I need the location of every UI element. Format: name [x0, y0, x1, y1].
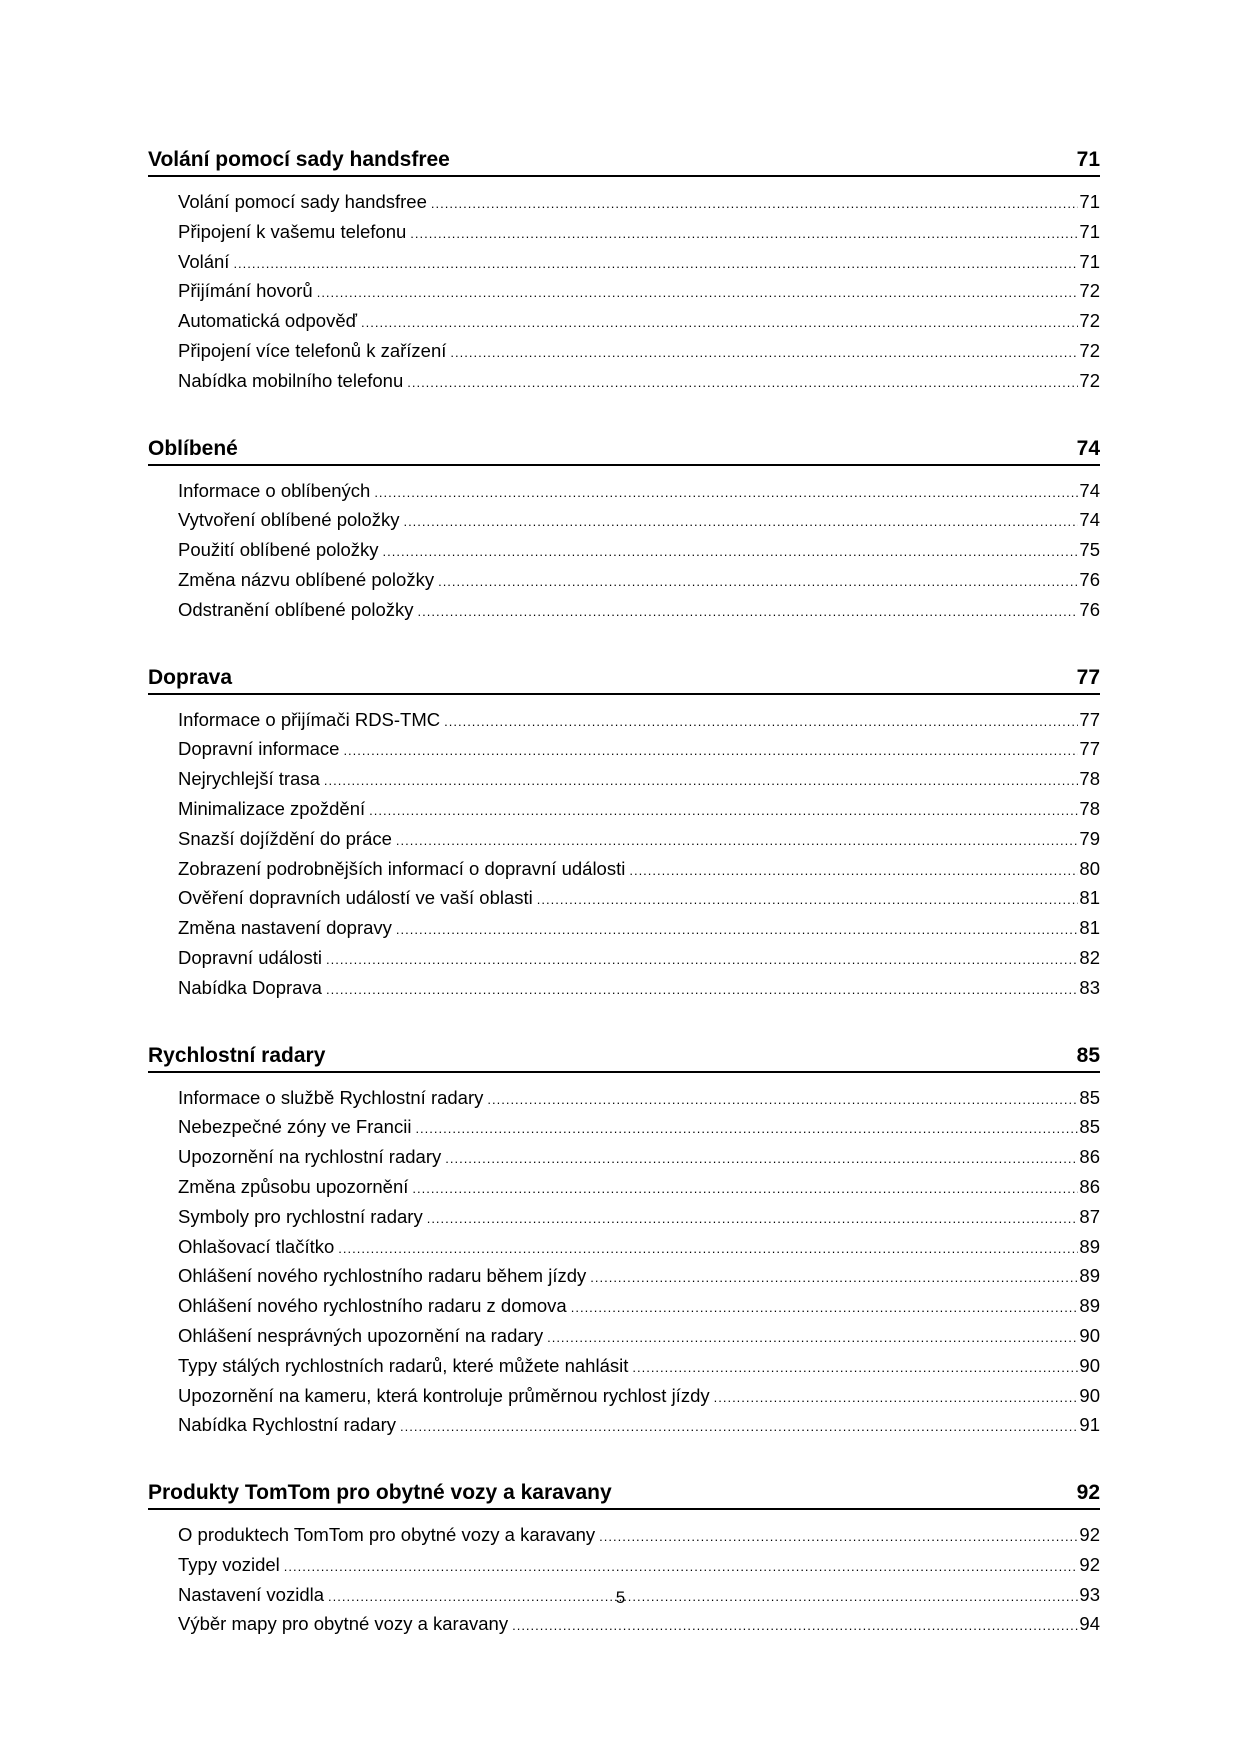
entry-page-number: 85: [1079, 1086, 1100, 1108]
dot-leader: [599, 1523, 1078, 1551]
entry-title: Odstranění oblíbené položky: [178, 598, 414, 620]
toc-entry[interactable]: [148, 1382, 1100, 1412]
entry-title: Změna nastavení dopravy: [178, 917, 392, 939]
toc-entry[interactable]: [148, 1143, 1100, 1173]
entry-page-number: 89: [1079, 1235, 1100, 1257]
section-page-number: 92: [1076, 1481, 1100, 1505]
section-heading[interactable]: [148, 1479, 1100, 1510]
dot-leader: [415, 1115, 1078, 1143]
section-title: Rychlostní radary: [148, 1043, 326, 1067]
toc-section: [148, 1042, 1100, 1442]
section-page-number: 85: [1076, 1043, 1100, 1067]
toc-section: [148, 146, 1100, 397]
entry-title: O produktech TomTom pro obytné vozy a karavany: [178, 1524, 596, 1546]
toc-entry[interactable]: [148, 825, 1100, 855]
section-title: Volání pomocí sady handsfree: [148, 148, 450, 171]
dot-leader: [412, 1175, 1078, 1203]
dot-leader: [407, 369, 1078, 397]
entry-page-number: 87: [1079, 1205, 1100, 1227]
toc-entry[interactable]: [148, 1262, 1100, 1292]
entry-title: Upozornění na kameru, která kontroluje průměrnou rychlost jízdy: [178, 1384, 710, 1406]
dot-leader: [396, 827, 1079, 855]
entry-page-number: 76: [1079, 598, 1100, 620]
entry-page-number: 89: [1079, 1265, 1100, 1287]
section-title: Produkty TomTom pro obytné vozy a karavany: [148, 1481, 612, 1505]
dot-leader: [431, 190, 1079, 218]
section-title: Oblíbené: [148, 436, 238, 460]
entry-title: Dopravní informace: [178, 738, 340, 760]
entry-title: Informace o přijímači RDS-TMC: [178, 708, 441, 730]
toc-entry[interactable]: [148, 506, 1100, 536]
dot-leader: [537, 886, 1079, 914]
entry-title: Informace o službě Rychlostní radary: [178, 1086, 484, 1108]
section-heading[interactable]: [148, 664, 1100, 695]
toc-section: [148, 664, 1100, 1004]
dot-leader: [361, 309, 1078, 337]
entry-title: Přijímání hovorů: [178, 280, 313, 302]
toc-entry[interactable]: [148, 337, 1100, 367]
entry-page-number: 74: [1079, 479, 1100, 501]
entry-page-number: 74: [1079, 509, 1100, 531]
toc-entry[interactable]: [148, 974, 1100, 1004]
toc-entry[interactable]: [148, 307, 1100, 337]
dot-leader: [343, 737, 1078, 765]
entry-page-number: 90: [1079, 1384, 1100, 1406]
entry-title: Vytvoření oblíbené položky: [178, 509, 400, 531]
entry-title: Připojení více telefonů k zařízení: [178, 339, 447, 361]
dot-leader: [326, 946, 1078, 974]
toc-entry[interactable]: [148, 566, 1100, 596]
entry-page-number: 86: [1079, 1146, 1100, 1168]
toc-entry[interactable]: [148, 706, 1100, 736]
toc-entry[interactable]: [148, 914, 1100, 944]
entry-page-number: 92: [1079, 1524, 1100, 1546]
dot-leader: [403, 508, 1078, 536]
toc-section: [148, 435, 1100, 626]
entry-page-number: 81: [1079, 887, 1100, 909]
toc-section: [148, 1479, 1100, 1640]
toc-entry[interactable]: [148, 188, 1100, 218]
toc-entry[interactable]: [148, 248, 1100, 278]
entry-title: Nabídka Rychlostní radary: [178, 1414, 396, 1436]
entry-title: Informace o oblíbených: [178, 479, 371, 501]
table-of-contents: [148, 146, 1100, 1678]
dot-leader: [326, 976, 1078, 1004]
dot-leader: [632, 1354, 1078, 1382]
dot-leader: [383, 538, 1079, 566]
entry-page-number: 72: [1079, 339, 1100, 361]
dot-leader: [450, 339, 1078, 367]
dot-leader: [369, 797, 1078, 825]
entry-page-number: 71: [1079, 220, 1100, 242]
toc-entry[interactable]: [148, 596, 1100, 626]
dot-leader: [317, 279, 1079, 307]
toc-entry[interactable]: [148, 1233, 1100, 1263]
entry-page-number: 78: [1079, 768, 1100, 790]
entry-title: Nastavení vozidla: [178, 1583, 325, 1605]
toc-entry[interactable]: [148, 795, 1100, 825]
entry-title: Automatická odpověď: [178, 310, 358, 332]
entry-page-number: 76: [1079, 568, 1100, 590]
entry-page-number: 89: [1079, 1295, 1100, 1317]
toc-entry[interactable]: [148, 1292, 1100, 1322]
toc-entry[interactable]: [148, 477, 1100, 507]
page-number: 5: [615, 1588, 626, 1607]
entry-title: Ověření dopravních událostí ve vaší oblasti: [178, 887, 533, 909]
entry-page-number: 80: [1079, 857, 1100, 879]
toc-entry[interactable]: [148, 1551, 1100, 1581]
entry-title: Připojení k vašemu telefonu: [178, 220, 407, 242]
entry-page-number: 78: [1079, 797, 1100, 819]
entry-title: Symboly pro rychlostní radary: [178, 1205, 423, 1227]
entry-page-number: 83: [1079, 976, 1100, 998]
entry-page-number: 77: [1079, 708, 1100, 730]
dot-leader: [445, 1145, 1078, 1173]
entry-title: Ohlašovací tlačítko: [178, 1235, 335, 1257]
dot-leader: [629, 857, 1078, 885]
entry-title: Minimalizace zpoždění: [178, 797, 366, 819]
dot-leader: [438, 568, 1078, 596]
toc-entry[interactable]: [148, 1411, 1100, 1441]
section-heading[interactable]: [148, 435, 1100, 466]
entry-page-number: 91: [1079, 1414, 1100, 1436]
dot-leader: [410, 220, 1078, 248]
entry-title: Ohlášení nového rychlostního radaru z domova: [178, 1295, 567, 1317]
entry-title: Typy stálých rychlostních radarů, které můžete nahlásit: [178, 1354, 629, 1376]
entry-title: Zobrazení podrobnějších informací o dopravní události: [178, 857, 626, 879]
section-heading[interactable]: [148, 1042, 1100, 1073]
toc-entry[interactable]: [148, 1173, 1100, 1203]
entry-page-number: 77: [1079, 738, 1100, 760]
entry-title: Volání: [178, 250, 230, 272]
toc-entry[interactable]: [148, 1113, 1100, 1143]
entry-title: Ohlášení nesprávných upozornění na radary: [178, 1324, 544, 1346]
section-heading[interactable]: [148, 146, 1100, 177]
dot-leader: [547, 1324, 1078, 1352]
toc-entry[interactable]: [148, 944, 1100, 974]
entry-page-number: 90: [1079, 1354, 1100, 1376]
dot-leader: [427, 1205, 1079, 1233]
toc-entry[interactable]: [148, 1203, 1100, 1233]
entry-page-number: 72: [1079, 280, 1100, 302]
dot-leader: [284, 1553, 1079, 1581]
dot-leader: [714, 1384, 1079, 1412]
toc-entry[interactable]: [148, 536, 1100, 566]
toc-entry[interactable]: [148, 1084, 1100, 1114]
entry-title: Volání pomocí sady handsfree: [178, 191, 427, 212]
entry-page-number: 94: [1079, 1613, 1100, 1635]
section-page-number: 74: [1076, 436, 1100, 460]
dot-leader: [396, 916, 1079, 944]
dot-leader: [338, 1235, 1078, 1263]
entry-title: Změna názvu oblíbené položky: [178, 568, 435, 590]
dot-leader: [444, 708, 1078, 736]
toc-entry[interactable]: [148, 765, 1100, 795]
entry-page-number: 82: [1079, 946, 1100, 968]
toc-entry[interactable]: [148, 1610, 1100, 1640]
toc-entry[interactable]: [148, 884, 1100, 914]
entry-title: Nabídka Doprava: [178, 976, 322, 998]
entry-page-number: 75: [1079, 539, 1100, 561]
entry-page-number: 90: [1079, 1324, 1100, 1346]
entry-page-number: 86: [1079, 1175, 1100, 1197]
entry-title: Nebezpečné zóny ve Francii: [178, 1116, 412, 1138]
entry-title: Typy vozidel: [178, 1553, 280, 1575]
entry-page-number: 85: [1079, 1116, 1100, 1138]
entry-page-number: 93: [1079, 1583, 1100, 1605]
entry-title: Upozornění na rychlostní radary: [178, 1146, 442, 1168]
toc-entry[interactable]: [148, 367, 1100, 397]
dot-leader: [571, 1294, 1079, 1322]
entry-title: Snazší dojíždění do práce: [178, 827, 392, 849]
entry-page-number: 71: [1079, 191, 1100, 212]
section-title: Doprava: [148, 665, 233, 689]
entry-title: Ohlášení nového rychlostního radaru během jízdy: [178, 1265, 587, 1287]
entry-title: Výběr mapy pro obytné vozy a karavany: [178, 1613, 509, 1635]
entry-page-number: 72: [1079, 369, 1100, 391]
toc-entry[interactable]: [148, 277, 1100, 307]
toc-entry[interactable]: [148, 1322, 1100, 1352]
entry-page-number: 81: [1079, 917, 1100, 939]
dot-leader: [487, 1086, 1078, 1114]
entry-title: Změna způsobu upozornění: [178, 1175, 409, 1197]
section-page-number: 71: [1076, 148, 1100, 171]
dot-leader: [400, 1413, 1078, 1441]
dot-leader: [324, 767, 1079, 795]
toc-entry[interactable]: [148, 1521, 1100, 1551]
entry-page-number: 71: [1079, 250, 1100, 272]
dot-leader: [233, 250, 1078, 278]
entry-page-number: 79: [1079, 827, 1100, 849]
entry-title: Dopravní události: [178, 946, 322, 968]
dot-leader: [590, 1264, 1078, 1292]
entry-page-number: 92: [1079, 1553, 1100, 1575]
dot-leader: [512, 1612, 1078, 1640]
dot-leader: [418, 598, 1079, 626]
section-page-number: 77: [1076, 665, 1100, 689]
toc-entry[interactable]: [148, 735, 1100, 765]
toc-entry[interactable]: [148, 218, 1100, 248]
toc-entry[interactable]: [148, 855, 1100, 885]
entry-title: Nejrychlejší trasa: [178, 768, 320, 790]
entry-title: Použití oblíbené položky: [178, 539, 379, 561]
toc-entry[interactable]: [148, 1352, 1100, 1382]
entry-page-number: 72: [1079, 310, 1100, 332]
dot-leader: [374, 479, 1078, 507]
entry-title: Nabídka mobilního telefonu: [178, 369, 404, 391]
